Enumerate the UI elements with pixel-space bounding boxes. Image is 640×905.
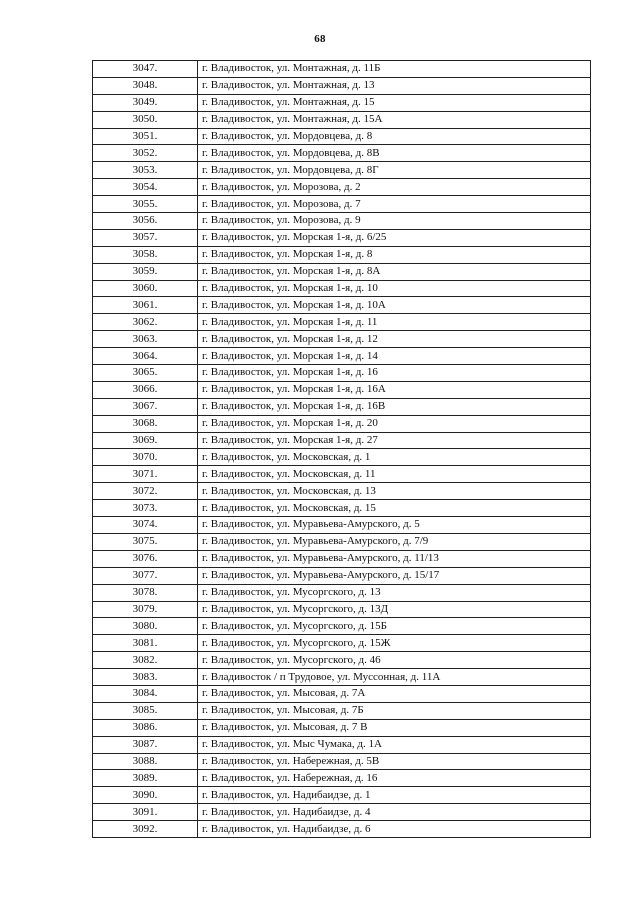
address-cell: г. Владивосток, ул. Морская 1-я, д. 27 xyxy=(198,432,591,449)
row-number-cell: 3077. xyxy=(93,567,198,584)
table-row xyxy=(93,669,591,686)
row-number-cell: 3081. xyxy=(93,635,198,652)
row-number-cell: 3065. xyxy=(93,365,198,382)
address-cell: г. Владивосток, ул. Мордовцева, д. 8В xyxy=(198,145,591,162)
table-row xyxy=(93,635,591,652)
row-number-cell: 3069. xyxy=(93,432,198,449)
address-cell: г. Владивосток, ул. Монтажная, д. 15А xyxy=(198,111,591,128)
row-number-cell: 3059. xyxy=(93,263,198,280)
row-number-cell: 3055. xyxy=(93,196,198,213)
address-cell: г. Владивосток, ул. Набережная, д. 5В xyxy=(198,753,591,770)
address-cell: г. Владивосток, ул. Монтажная, д. 11Б xyxy=(198,61,591,78)
address-cell: г. Владивосток, ул. Мусоргского, д. 13Д xyxy=(198,601,591,618)
table-row xyxy=(93,263,591,280)
row-number-cell: 3067. xyxy=(93,398,198,415)
address-cell: г. Владивосток, ул. Морозова, д. 7 xyxy=(198,196,591,213)
address-cell: г. Владивосток, ул. Набережная, д. 16 xyxy=(198,770,591,787)
table-row xyxy=(93,196,591,213)
row-number-cell: 3090. xyxy=(93,787,198,804)
table-row xyxy=(93,348,591,365)
row-number-cell: 3063. xyxy=(93,331,198,348)
table-row xyxy=(93,500,591,517)
address-cell: г. Владивосток, ул. Московская, д. 1 xyxy=(198,449,591,466)
address-cell: г. Владивосток, ул. Мыс Чумака, д. 1А xyxy=(198,736,591,753)
row-number-cell: 3068. xyxy=(93,415,198,432)
address-cell: г. Владивосток, ул. Монтажная, д. 15 xyxy=(198,94,591,111)
row-number-cell: 3050. xyxy=(93,111,198,128)
address-cell: г. Владивосток, ул. Московская, д. 15 xyxy=(198,500,591,517)
address-cell: г. Владивосток, ул. Мусоргского, д. 13 xyxy=(198,584,591,601)
table-row xyxy=(93,432,591,449)
row-number-cell: 3074. xyxy=(93,517,198,534)
address-table-body xyxy=(93,61,591,838)
address-cell: г. Владивосток, ул. Муравьева-Амурского, д. 5 xyxy=(198,517,591,534)
address-cell: г. Владивосток, ул. Морская 1-я, д. 16 xyxy=(198,365,591,382)
address-cell: г. Владивосток, ул. Морская 1-я, д. 20 xyxy=(198,415,591,432)
row-number-cell: 3052. xyxy=(93,145,198,162)
address-cell: г. Владивосток, ул. Мусоргского, д. 15Ж xyxy=(198,635,591,652)
table-row xyxy=(93,804,591,821)
row-number-cell: 3054. xyxy=(93,179,198,196)
row-number-cell: 3053. xyxy=(93,162,198,179)
table-row xyxy=(93,162,591,179)
row-number-cell: 3089. xyxy=(93,770,198,787)
table-row xyxy=(93,145,591,162)
table-row xyxy=(93,483,591,500)
table-row xyxy=(93,618,591,635)
table-row xyxy=(93,719,591,736)
address-cell: г. Владивосток, ул. Морская 1-я, д. 8 xyxy=(198,246,591,263)
address-cell: г. Владивосток, ул. Мордовцева, д. 8 xyxy=(198,128,591,145)
address-cell: г. Владивосток, ул. Морозова, д. 9 xyxy=(198,213,591,230)
row-number-cell: 3080. xyxy=(93,618,198,635)
table-row xyxy=(93,770,591,787)
table-row xyxy=(93,821,591,838)
address-cell: г. Владивосток, ул. Морская 1-я, д. 10 xyxy=(198,280,591,297)
address-cell: г. Владивосток, ул. Надибаидзе, д. 4 xyxy=(198,804,591,821)
row-number-cell: 3072. xyxy=(93,483,198,500)
address-cell: г. Владивосток, ул. Морская 1-я, д. 6/25 xyxy=(198,229,591,246)
row-number-cell: 3058. xyxy=(93,246,198,263)
row-number-cell: 3092. xyxy=(93,821,198,838)
table-row xyxy=(93,297,591,314)
address-cell: г. Владивосток, ул. Морская 1-я, д. 12 xyxy=(198,331,591,348)
row-number-cell: 3085. xyxy=(93,702,198,719)
table-row xyxy=(93,331,591,348)
table-row xyxy=(93,77,591,94)
address-cell: г. Владивосток, ул. Морская 1-я, д. 16А xyxy=(198,381,591,398)
address-cell: г. Владивосток, ул. Муравьева-Амурского, д. 7/9 xyxy=(198,533,591,550)
row-number-cell: 3082. xyxy=(93,652,198,669)
table-row xyxy=(93,449,591,466)
table-row xyxy=(93,787,591,804)
address-cell: г. Владивосток, ул. Мысовая, д. 7А xyxy=(198,685,591,702)
table-row xyxy=(93,94,591,111)
table-row xyxy=(93,246,591,263)
table-row xyxy=(93,517,591,534)
table-row xyxy=(93,753,591,770)
address-cell: г. Владивосток, ул. Московская, д. 11 xyxy=(198,466,591,483)
table-row xyxy=(93,567,591,584)
table-row xyxy=(93,685,591,702)
table-row xyxy=(93,314,591,331)
row-number-cell: 3049. xyxy=(93,94,198,111)
address-cell: г. Владивосток, ул. Надибаидзе, д. 1 xyxy=(198,787,591,804)
table-row xyxy=(93,381,591,398)
address-table xyxy=(92,60,591,838)
page-number: 68 xyxy=(314,33,326,45)
row-number-cell: 3083. xyxy=(93,669,198,686)
row-number-cell: 3057. xyxy=(93,229,198,246)
row-number-cell: 3087. xyxy=(93,736,198,753)
address-cell: г. Владивосток, ул. Морская 1-я, д. 14 xyxy=(198,348,591,365)
row-number-cell: 3088. xyxy=(93,753,198,770)
row-number-cell: 3078. xyxy=(93,584,198,601)
table-row xyxy=(93,213,591,230)
address-cell: г. Владивосток, ул. Морская 1-я, д. 10А xyxy=(198,297,591,314)
table-row xyxy=(93,229,591,246)
table-row xyxy=(93,61,591,78)
row-number-cell: 3073. xyxy=(93,500,198,517)
table-row xyxy=(93,280,591,297)
address-cell: г. Владивосток, ул. Московская, д. 13 xyxy=(198,483,591,500)
row-number-cell: 3056. xyxy=(93,213,198,230)
row-number-cell: 3070. xyxy=(93,449,198,466)
row-number-cell: 3047. xyxy=(93,61,198,78)
table-row xyxy=(93,415,591,432)
table-row xyxy=(93,466,591,483)
table-row xyxy=(93,601,591,618)
row-number-cell: 3061. xyxy=(93,297,198,314)
table-row xyxy=(93,128,591,145)
table-row xyxy=(93,111,591,128)
row-number-cell: 3075. xyxy=(93,533,198,550)
address-cell: г. Владивосток, ул. Мысовая, д. 7Б xyxy=(198,702,591,719)
row-number-cell: 3086. xyxy=(93,719,198,736)
table-row xyxy=(93,533,591,550)
address-cell: г. Владивосток, ул. Морская 1-я, д. 11 xyxy=(198,314,591,331)
row-number-cell: 3076. xyxy=(93,550,198,567)
address-cell: г. Владивосток, ул. Надибаидзе, д. 6 xyxy=(198,821,591,838)
row-number-cell: 3051. xyxy=(93,128,198,145)
address-cell: г. Владивосток, ул. Морская 1-я, д. 16В xyxy=(198,398,591,415)
address-cell: г. Владивосток, ул. Мысовая, д. 7 В xyxy=(198,719,591,736)
address-cell: г. Владивосток, ул. Монтажная, д. 13 xyxy=(198,77,591,94)
row-number-cell: 3060. xyxy=(93,280,198,297)
address-cell: г. Владивосток, ул. Мусоргского, д. 46 xyxy=(198,652,591,669)
address-cell: г. Владивосток, ул. Муравьева-Амурского, д. 15/17 xyxy=(198,567,591,584)
address-cell: г. Владивосток, ул. Мусоргского, д. 15Б xyxy=(198,618,591,635)
row-number-cell: 3064. xyxy=(93,348,198,365)
row-number-cell: 3079. xyxy=(93,601,198,618)
address-cell: г. Владивосток, ул. Морская 1-я, д. 8А xyxy=(198,263,591,280)
table-row xyxy=(93,736,591,753)
table-row xyxy=(93,702,591,719)
table-row xyxy=(93,584,591,601)
row-number-cell: 3084. xyxy=(93,685,198,702)
table-row xyxy=(93,365,591,382)
row-number-cell: 3048. xyxy=(93,77,198,94)
address-cell: г. Владивосток, ул. Мордовцева, д. 8Г xyxy=(198,162,591,179)
address-cell: г. Владивосток, ул. Морозова, д. 2 xyxy=(198,179,591,196)
table-row xyxy=(93,652,591,669)
row-number-cell: 3062. xyxy=(93,314,198,331)
row-number-cell: 3071. xyxy=(93,466,198,483)
address-cell: г. Владивосток / п Трудовое, ул. Муссонная, д. 11А xyxy=(198,669,591,686)
table-row xyxy=(93,179,591,196)
table-row xyxy=(93,398,591,415)
table-row xyxy=(93,550,591,567)
row-number-cell: 3091. xyxy=(93,804,198,821)
row-number-cell: 3066. xyxy=(93,381,198,398)
address-cell: г. Владивосток, ул. Муравьева-Амурского, д. 11/13 xyxy=(198,550,591,567)
